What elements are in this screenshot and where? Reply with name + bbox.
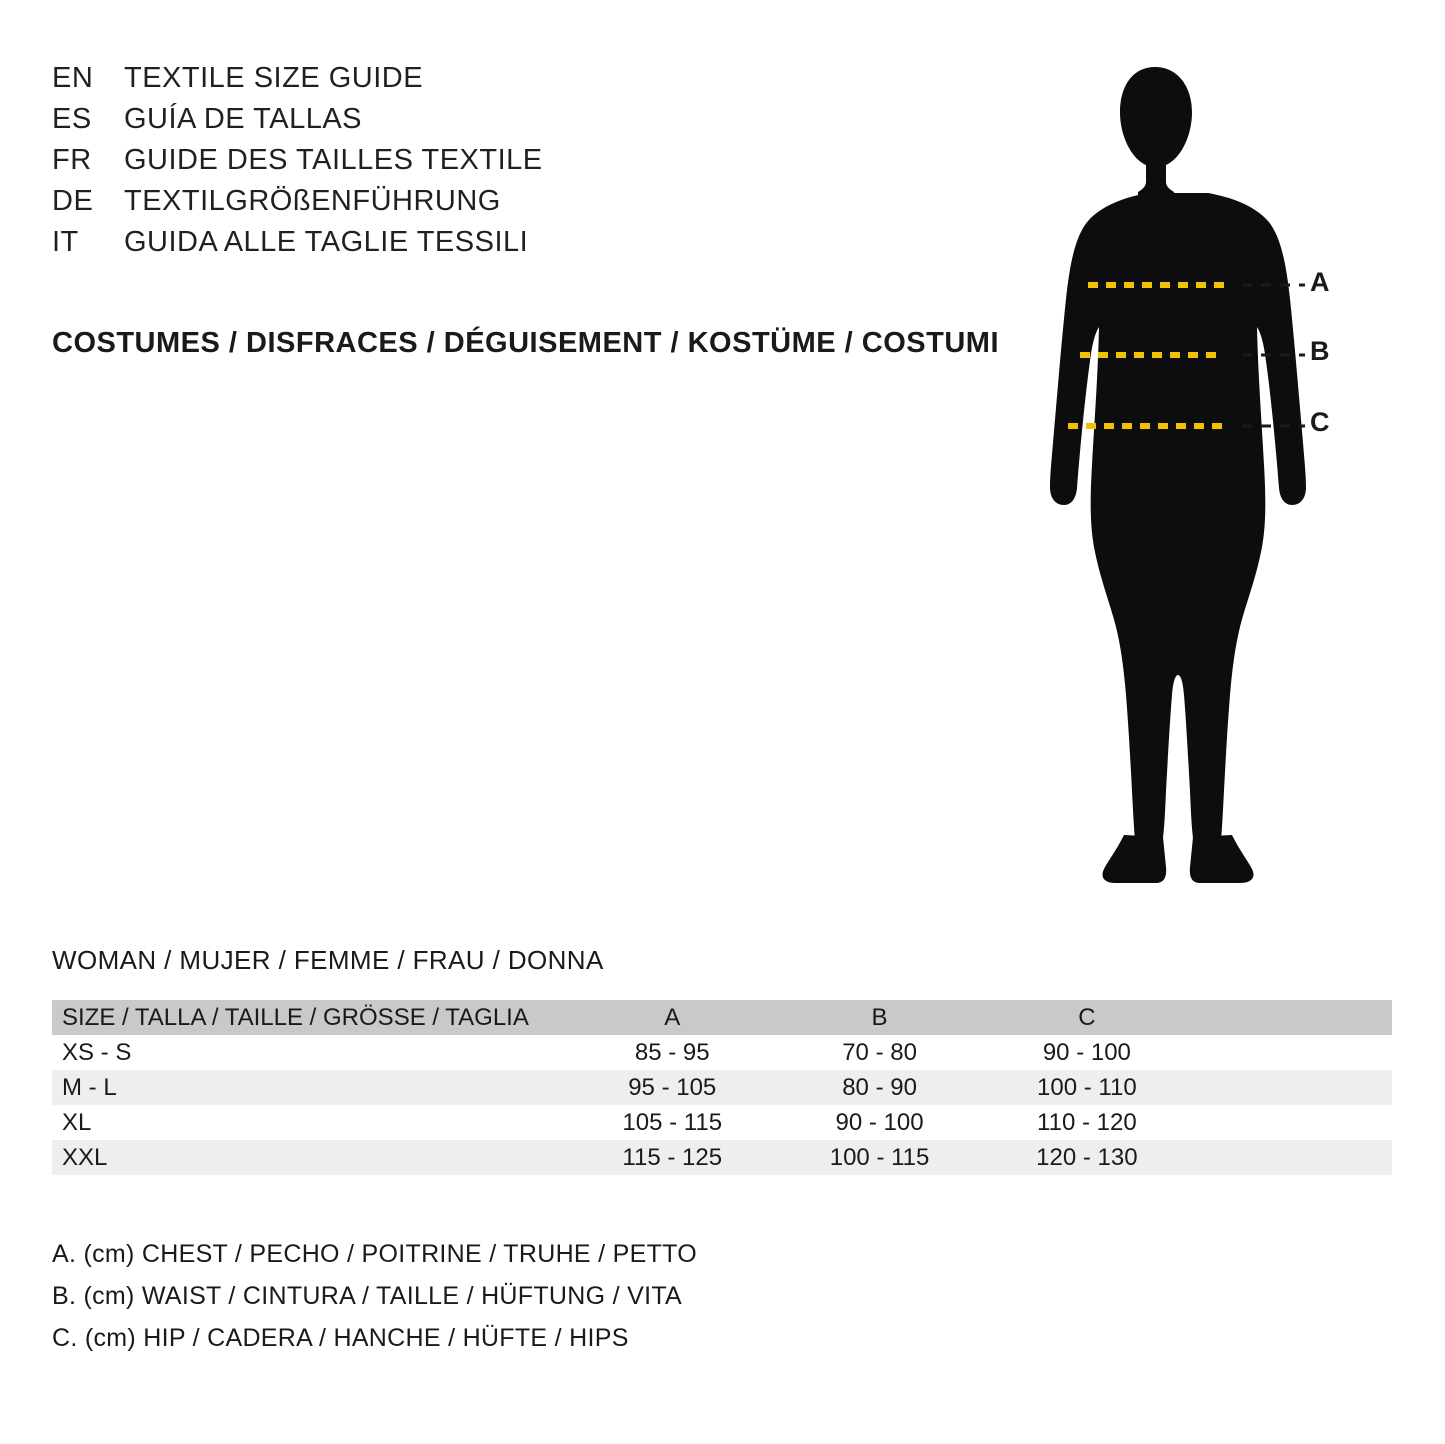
language-code: FR: [52, 144, 92, 176]
header-spacer: [1191, 1000, 1392, 1035]
cell-spacer: [1191, 1070, 1392, 1105]
cell-c: 100 - 110: [1037, 1073, 1137, 1101]
cell-b: 80 - 90: [842, 1073, 917, 1101]
language-code: DE: [52, 185, 94, 217]
size-table: [52, 1000, 1392, 1175]
language-row-it: [52, 226, 543, 267]
measurement-legend: [52, 1240, 697, 1366]
cell-b: 90 - 100: [835, 1108, 924, 1136]
cell-spacer: [1191, 1035, 1392, 1070]
header-b: B: [871, 1003, 888, 1031]
marker-label-b: B: [1310, 336, 1330, 366]
language-list: [52, 62, 543, 267]
measurement-lines: [1020, 55, 1380, 885]
table-row: [52, 1035, 1392, 1070]
category-heading: COSTUMES / DISFRACES / DÉGUISEMENT / KOSTÜME / COSTUMI: [52, 327, 999, 359]
cell-c: 120 - 130: [1036, 1143, 1138, 1171]
legend-line-a: A. (cm) CHEST / PECHO / POITRINE / TRUHE / PETTO: [52, 1240, 698, 1268]
cell-a: 115 - 125: [622, 1143, 723, 1171]
cell-b: 100 - 115: [829, 1143, 930, 1171]
language-code: IT: [52, 226, 79, 258]
table-title: WOMAN / MUJER / FEMME / FRAU / DONNA: [52, 945, 604, 975]
table-row: [52, 1105, 1392, 1140]
cell-a: 95 - 105: [628, 1073, 717, 1101]
cell-size: M - L: [62, 1073, 117, 1101]
language-title: TEXTILE SIZE GUIDE: [124, 62, 424, 94]
language-row-fr: [52, 144, 543, 185]
language-code: EN: [52, 62, 94, 94]
header-c: C: [1078, 1003, 1096, 1031]
cell-size: XL: [62, 1108, 92, 1136]
cell-size: XXL: [62, 1143, 108, 1171]
legend-line-b: B. (cm) WAIST / CINTURA / TAILLE / HÜFTUNG / VITA: [52, 1282, 683, 1310]
language-code: ES: [52, 103, 92, 135]
marker-label-a: A: [1310, 267, 1330, 297]
language-title: GUIDA ALLE TAGLIE TESSILI: [124, 226, 529, 258]
cell-a: 105 - 115: [622, 1108, 723, 1136]
cell-c: 90 - 100: [1042, 1038, 1131, 1066]
table-header-row: [52, 1000, 1392, 1035]
language-row-de: [52, 185, 543, 226]
cell-a: 85 - 95: [634, 1038, 710, 1066]
language-title: GUÍA DE TALLAS: [124, 103, 363, 135]
table-row: [52, 1070, 1392, 1105]
measurement-diagram: [1020, 55, 1380, 885]
legend-line-c: C. (cm) HIP / CADERA / HANCHE / HÜFTE / HIPS: [52, 1324, 629, 1352]
cell-b: 70 - 80: [842, 1038, 917, 1066]
marker-label-c: C: [1310, 407, 1330, 437]
language-row-en: [52, 62, 543, 103]
cell-spacer: [1191, 1140, 1392, 1175]
header-a: A: [664, 1003, 681, 1031]
header-size: SIZE / TALLA / TAILLE / GRÖSSE / TAGLIA: [62, 1003, 529, 1031]
cell-spacer: [1191, 1105, 1392, 1140]
cell-size: XS - S: [62, 1038, 132, 1066]
table-row: [52, 1140, 1392, 1175]
language-title: TEXTILGRÖßENFÜHRUNG: [124, 185, 501, 217]
cell-c: 110 - 120: [1037, 1108, 1137, 1136]
language-title: GUIDE DES TAILLES TEXTILE: [124, 144, 543, 176]
language-row-es: [52, 103, 543, 144]
